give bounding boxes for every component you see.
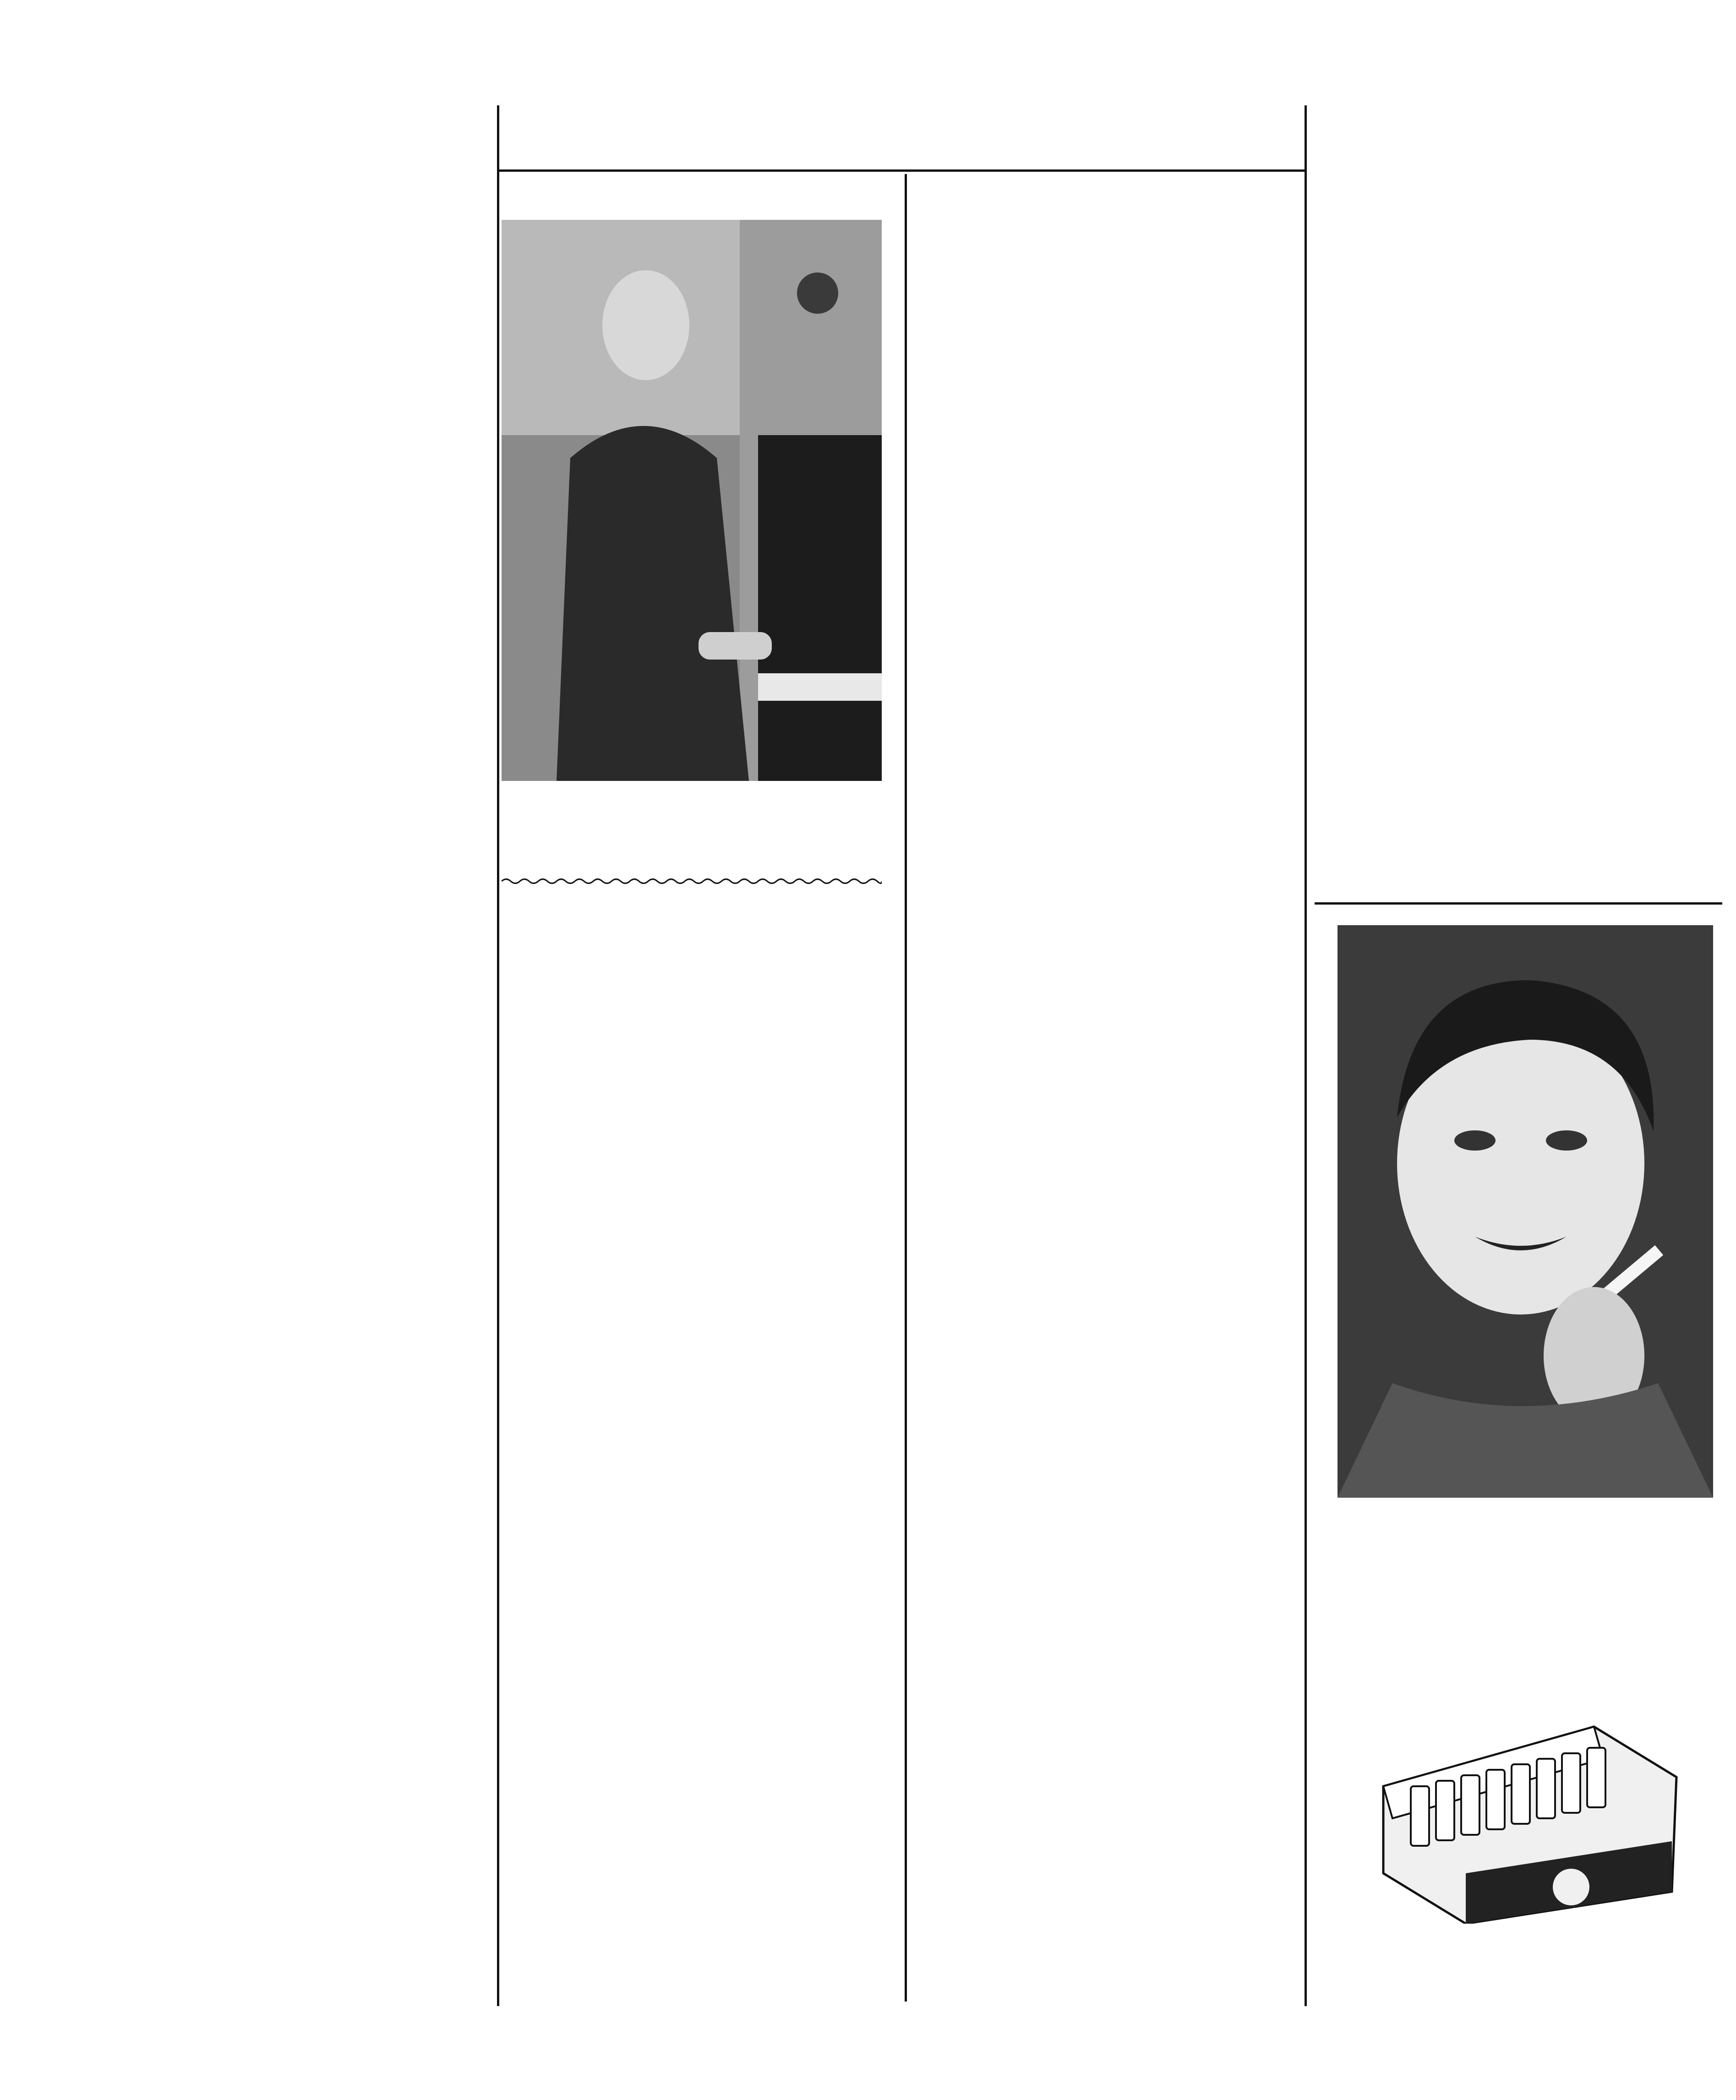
column-rule-3 bbox=[1305, 105, 1307, 2006]
column-rule-1 bbox=[497, 105, 499, 2006]
cigarette-pack-illustration bbox=[1356, 1708, 1686, 1924]
date-underline bbox=[497, 169, 1307, 172]
pianist-photo-illustration bbox=[502, 220, 882, 781]
advert-rule bbox=[1315, 902, 1722, 905]
woman-portrait-illustration bbox=[1337, 925, 1713, 1498]
advert-portrait-photo bbox=[1337, 925, 1713, 1498]
photo-jack-thompson bbox=[502, 220, 882, 781]
caption-wavy-rule bbox=[502, 877, 882, 885]
de-reszke-advert bbox=[1319, 925, 1718, 1933]
column-rule-2 bbox=[905, 174, 907, 2002]
